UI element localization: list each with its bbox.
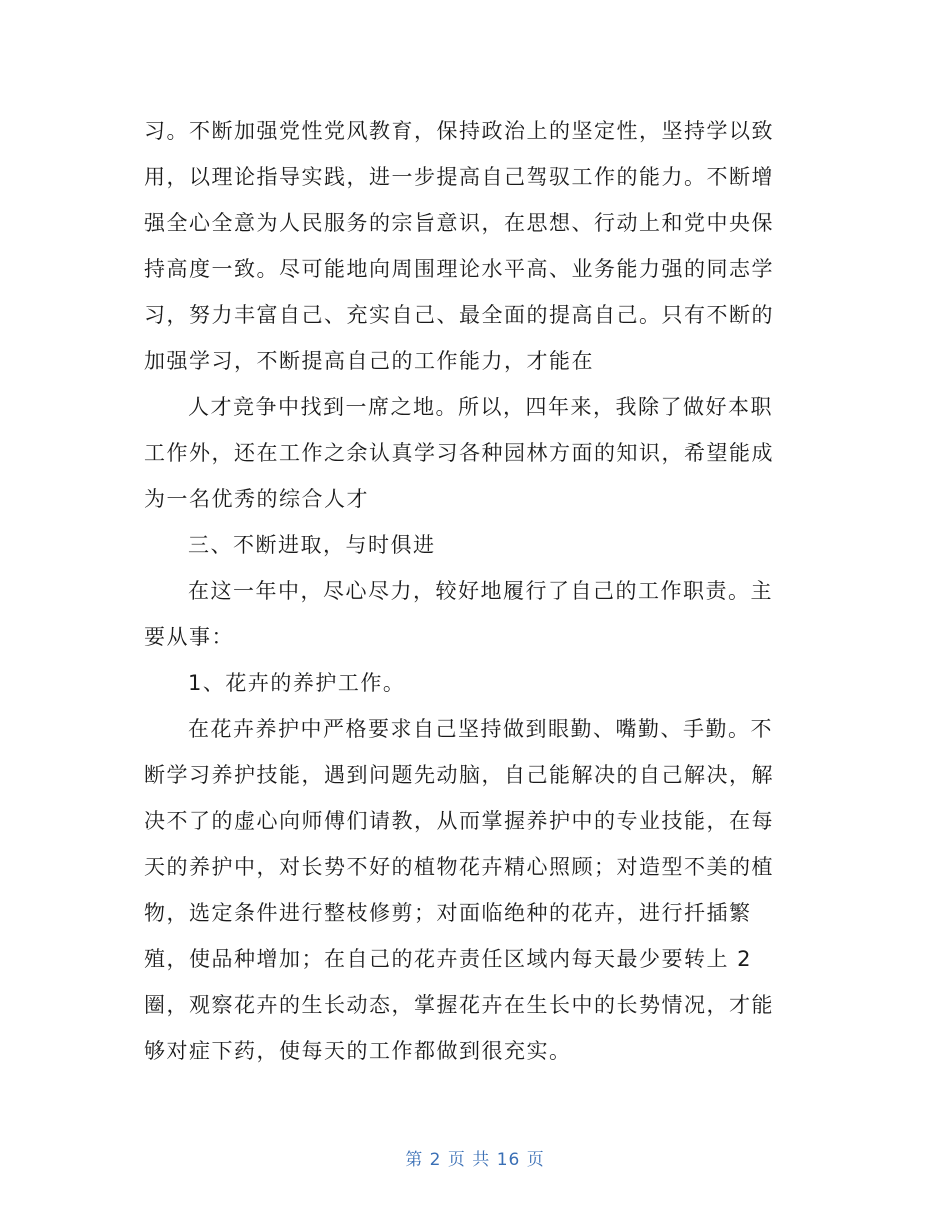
text-line: 在花卉养护中严格要求自己坚持做到眼勤、嘴勤、手勤。不	[188, 717, 773, 741]
text-line: 殖，使品种增加；在自己的花卉责任区域内每天最少要转上 2	[144, 947, 753, 971]
text-line: 持高度一致。尽可能地向周围理论水平高、业务能力强的同志学	[144, 257, 774, 281]
page-number: 第 2 页 共 16 页	[405, 1150, 545, 1170]
text-line: 断学习养护技能，遇到问题先动脑，自己能解决的自己解决，解	[144, 763, 774, 787]
text-line: 人才竞争中找到一席之地。所以，四年来，我除了做好本职	[188, 395, 773, 419]
text-line: 决不了的虚心向师傅们请教，从而掌握养护中的专业技能，在每	[144, 809, 774, 833]
text-line: 强全心全意为人民服务的宗旨意识，在思想、行动上和党中央保	[144, 211, 774, 235]
text-line: 物，选定条件进行整枝修剪；对面临绝种的花卉，进行扦插繁	[144, 901, 752, 925]
document-body	[144, 108, 796, 1074]
text-line: 加强学习，不断提高自己的工作能力，才能在	[144, 349, 594, 373]
text-line: 在这一年中，尽心尽力，较好地履行了自己的工作职责。主	[188, 579, 773, 603]
section-heading: 三、不断进取，与时俱进	[188, 533, 436, 557]
text-line: 圈，观察花卉的生长动态，掌握花卉在生长中的长势情况，才能	[144, 993, 774, 1017]
text-line: 工作外，还在工作之余认真学习各种园林方面的知识，希望能成	[144, 441, 774, 465]
text-line: 够对症下药，使每天的工作都做到很充实。	[144, 1039, 572, 1063]
text-line: 为一名优秀的综合人才	[144, 487, 369, 511]
text-line: 天的养护中，对长势不好的植物花卉精心照顾；对造型不美的植	[144, 855, 774, 879]
subsection-heading: 1、花卉的养护工作。	[188, 671, 406, 695]
text-line: 习，努力丰富自己、充实自己、最全面的提高自己。只有不断的	[144, 303, 774, 327]
text-line: 用，以理论指导实践，进一步提高自己驾驭工作的能力。不断增	[144, 165, 774, 189]
text-line: 习。不断加强党性党风教育，保持政治上的坚定性，坚持学以致	[144, 119, 774, 143]
text-line: 要从事：	[144, 625, 234, 649]
